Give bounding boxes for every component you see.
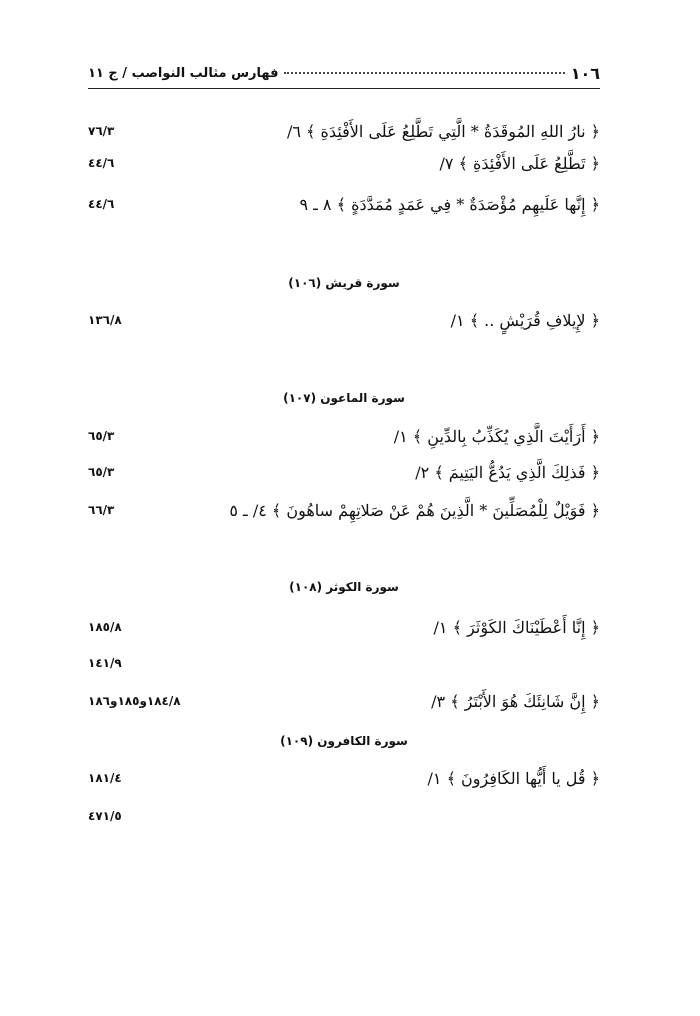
verse-text: ﴿ تَطَّلِعُ عَلَى الأَفْئِدَةِ ﴾ ٧/ — [439, 153, 600, 173]
verse-text: ﴿ نارُ اللهِ المُوقَدَةُ * الَّتِي تَطَّلِعُ عَلَى الأَفْئِدَةِ ﴾ ٦/ — [287, 121, 600, 141]
index-entry — [88, 306, 600, 334]
leader-dots — [284, 72, 564, 74]
index-entry — [88, 190, 600, 218]
volume-page-ref: ٦٥/٣ — [88, 465, 115, 479]
volume-page-ref: ١٨٤/٨و١٨٥و١٨٦ — [88, 694, 181, 708]
index-entry — [88, 764, 600, 792]
index-entry — [88, 458, 600, 486]
volume-page-ref: ٤٤/٦ — [88, 156, 115, 170]
surah-heading: سورة قريش (١٠٦) — [288, 276, 400, 290]
volume-page-ref: ٤٧١/٥ — [88, 809, 122, 823]
volume-page-ref: ٧٦/٣ — [88, 124, 115, 138]
page-number: ١٠٦ — [570, 63, 600, 83]
volume-page-ref: ٤٤/٦ — [88, 197, 115, 211]
volume-page-ref: ١٨٥/٨ — [88, 620, 122, 634]
index-entry — [88, 649, 600, 677]
verse-text: ﴿ إِنَّها عَلَيهِم مُؤْصَدَةٌ * فِي عَمَدٍ مُمَدَّدَةٍ ﴾ ٨ ـ ٩ — [299, 194, 600, 214]
volume-page-ref: ١٨١/٤ — [88, 771, 122, 785]
verse-text: ﴿ قُل يا أَيُّها الكَافِرُونَ ﴾ ١/ — [427, 768, 600, 788]
index-entry — [88, 117, 600, 145]
index-entry — [88, 687, 600, 715]
surah-heading: سورة الماعون (١٠٧) — [283, 391, 405, 405]
header-rule — [88, 88, 600, 89]
verse-text: ﴿ فَوَيْلٌ لِلْمُصَلِّينَ * الَّذِينَ هُمْ عَنْ صَلاتِهِمْ ساهُونَ ﴾ ٤/ ـ ٥ — [229, 500, 600, 520]
verse-text: ﴿ إِنَّ شَانِئَكَ هُوَ الأَبْتَرُ ﴾ ٣/ — [431, 691, 600, 711]
volume-page-ref: ١٤١/٩ — [88, 656, 122, 670]
volume-page-ref: ١٣٦/٨ — [88, 313, 122, 327]
index-entry — [88, 802, 600, 830]
index-entry — [88, 613, 600, 641]
index-entry — [88, 149, 600, 177]
verse-text: ﴿ فَذلِكَ الَّذِي يَدُعُّ اليَتِيمَ ﴾ ٢/ — [415, 462, 600, 482]
verse-text: ﴿ أَرَأَيْتَ الَّذِي يُكَذِّبُ بِالدِّينِ ﴾ ١/ — [393, 426, 600, 446]
volume-page-ref: ٦٦/٣ — [88, 503, 115, 517]
verse-text: ﴿ إِنَّا أَعْطَيْنَاكَ الكَوْثَرَ ﴾ ١/ — [433, 617, 600, 637]
index-entry — [88, 422, 600, 450]
running-title: فهارس مثالب النواصب / ج ١١ — [88, 65, 279, 81]
running-title-wrap — [88, 66, 571, 81]
verse-text: ﴿ لإِيلافِ قُرَيْشٍ .. ﴾ ١/ — [450, 310, 600, 330]
running-header — [88, 62, 600, 84]
surah-heading: سورة الكوثر (١٠٨) — [289, 580, 399, 594]
volume-page-ref: ٦٥/٣ — [88, 429, 115, 443]
index-entry — [88, 496, 600, 524]
surah-heading: سورة الكافرون (١٠٩) — [280, 734, 408, 748]
